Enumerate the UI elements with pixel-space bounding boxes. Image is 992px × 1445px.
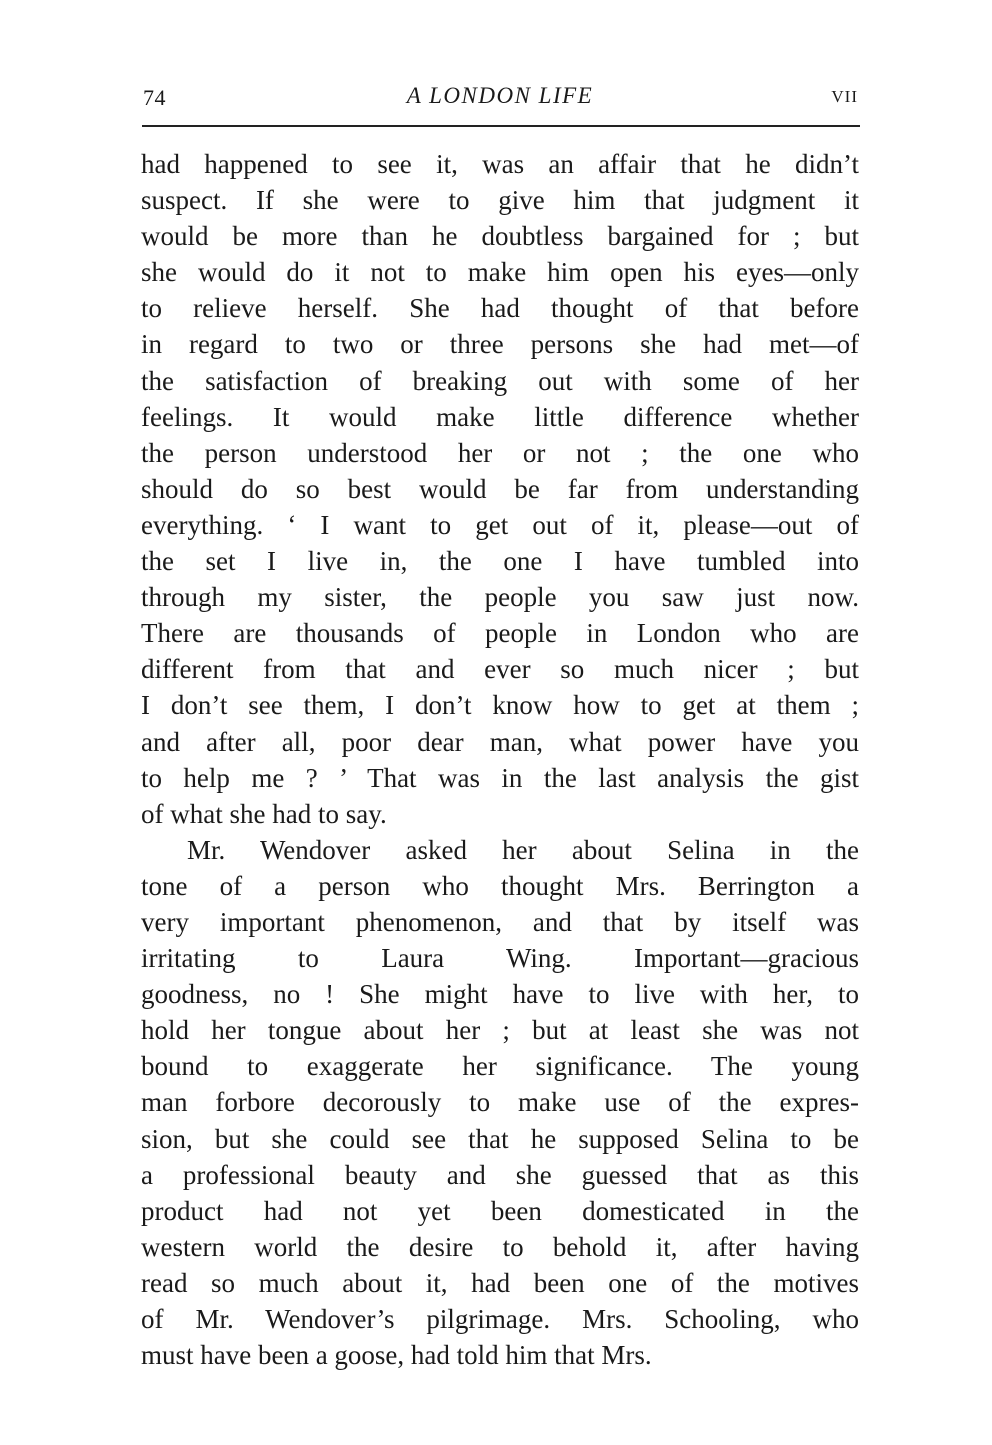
text-line: western world the desire to behold it, after having <box>141 1231 859 1262</box>
text-line: had happened to see it, was an affair that he didn’t <box>141 149 859 179</box>
text-line: would be more than he doubtless bargained for ; but <box>141 221 859 252</box>
text-line: There are thousands of people in London who are <box>141 618 859 649</box>
text-line: bound to exaggerate her significance. The young <box>141 1051 859 1082</box>
text-line: should do so best would be far from understanding <box>141 473 859 504</box>
text-line: the person understood her or not ; the one who <box>141 437 859 468</box>
text-line: product had not yet been domesticated in the <box>141 1195 859 1226</box>
running-title: A LONDON LIFE <box>406 83 594 108</box>
page-number: 74 <box>143 85 166 110</box>
text-line: hold her tongue about her ; but at least she was not <box>141 1015 859 1046</box>
text-line: feelings. It would make little difference whether <box>141 401 859 432</box>
header-rule <box>142 125 860 127</box>
text-line: and after all, poor dear man, what power have you <box>141 726 859 757</box>
text-line: irritating to Laura Wing. Important—gracious <box>141 943 859 974</box>
text-line: the satisfaction of breaking out with some of her <box>141 365 859 396</box>
text-line: read so much about it, had been one of the motives <box>141 1267 859 1298</box>
paragraph <box>141 146 859 832</box>
text-line: through my sister, the people you saw just now. <box>141 582 859 613</box>
text-line: in regard to two or three persons she had met—of <box>141 329 859 360</box>
text-line: suspect. If she were to give him that judgment it <box>141 185 859 216</box>
text-line: tone of a person who thought Mrs. Berrington a <box>141 870 859 901</box>
text-line: to help me ? ’ That was in the last analysis the gist <box>141 762 859 793</box>
body-text <box>141 146 859 1373</box>
text-line: must have been a goose, had told him that Mrs. <box>141 1340 652 1371</box>
text-line: Mr. Wendover asked her about Selina in the <box>187 834 859 865</box>
text-line: to relieve herself. She had thought of that before <box>141 293 859 324</box>
text-line: the set I live in, the one I have tumbled into <box>141 546 859 577</box>
text-line: of Mr. Wendover’s pilgrimage. Mrs. Schooling, who <box>141 1304 859 1334</box>
text-line: she would do it not to make him open his eyes—only <box>141 257 859 288</box>
text-line: very important phenomenon, and that by itself was <box>141 906 859 937</box>
text-line: man forbore decorously to make use of the expres- <box>141 1087 859 1118</box>
running-head <box>140 83 860 119</box>
paragraph <box>141 832 859 1373</box>
text-line: sion, but she could see that he supposed Selina to be <box>141 1123 859 1154</box>
text-line: a professional beauty and she guessed that as this <box>141 1159 859 1190</box>
text-line: I don’t see them, I don’t know how to get at them ; <box>141 690 859 721</box>
text-line: of what she had to say. <box>141 798 387 829</box>
chapter-number: VII <box>831 87 858 106</box>
text-line: goodness, no ! She might have to live with her, to <box>141 979 859 1010</box>
text-line: different from that and ever so much nicer ; but <box>141 654 859 685</box>
text-line: everything. ‘ I want to get out of it, please—out of <box>141 509 859 540</box>
